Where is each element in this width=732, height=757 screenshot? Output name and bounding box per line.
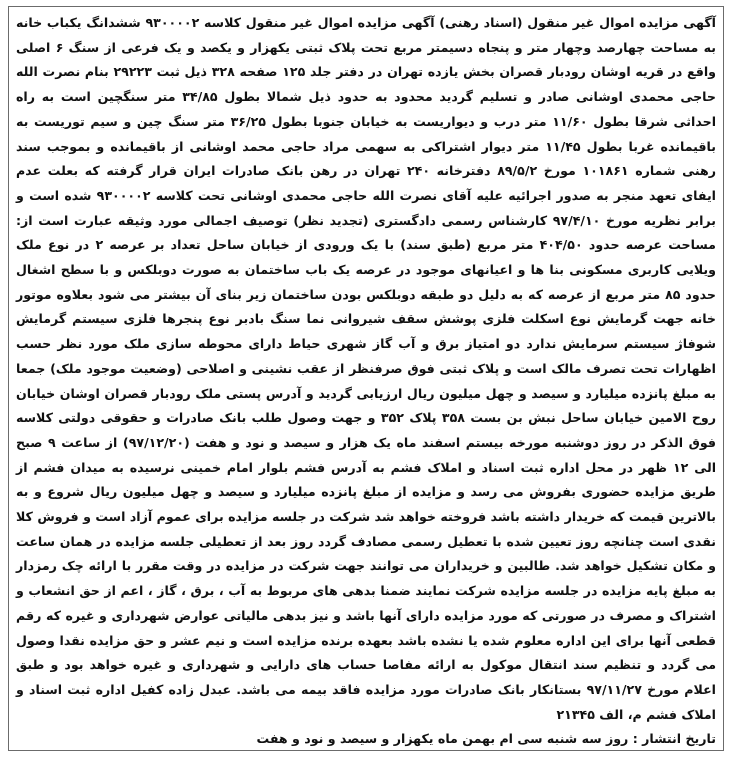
publication-date-line: تاریخ انتشار : روز سه شنبه سی ام بهمن ماه یکهزار و سیصد و نود و هفت bbox=[256, 731, 716, 747]
auction-notice bbox=[8, 6, 724, 751]
notice-body-text: آگهی مزایده اموال غیر منقول (اسناد رهنی) آگهی مزایده اموال غیر منقول کلاسه ۹۳۰۰۰۰۲ ششدانگ یکباب خانه به مساحت چهارصد وچهار متر و پنجاه دسیمتر مربع تحت پلاک ثبتی یکهزار و یکصد و یک فرعی از سنگ ۶ اصلی واقع در قریه اوشان رودبار قصران بخش یازده تهران در دفتر جلد ۱۲۵ صفحه ۳۲۸ ذیل ثبت ۲۹۲۲۳ بنام نصرت الله حاجی محمدی اوشانی صادر و تسلیم گردید محدود به حدود ذیل شمالا بطول ۳۴/۸۵ متر سنگچین است به راه احداثی شرقا بطول ۱۱/۶۰ متر درب و دیواریست به خیابان جنوبا بطول ۳۶/۲۵ متر سنگ چین و سیم توریست به باقیمانده غربا بطول ۱۱/۴۵ متر دیوار اشتراکی به سهمی مراد حاجی محمد اوشانی از باقیمانده و بموجب سند رهنی شماره ۱۰۱۸۶۱ مورخ ۸۹/۵/۲ دفترخانه ۲۴۰ تهران در رهن بانک صادرات ایران قرار گرفته که بعلت عدم ایفای تعهد منجر به صدور اجرائیه علیه آقای نصرت الله حاجی محمدی اوشانی تحت کلاسه ۹۳۰۰۰۰۲ شده است و برابر نظریه مورخ ۹۷/۴/۱۰ کارشناس رسمی دادگستری (تجدید نظر) توصیف اجمالی مورد وثیقه عبارت است از: مساحت عرصه حدود ۴۰۴/۵۰ متر مربع (طبق سند) با یک ورودی از خیابان ساحل تعداد بر عرصه ۲ در نوع ملک ویلایی کاربری مسکونی بنا ها و اعیانهای موجود در عرصه یک باب ساختمان به صورت دوبلکس و با سطح اشغال حدود ۸۵ متر مربع از عرصه که به دلیل دو طبقه دوبلکس بودن ساختمان زیر بنای آن بیشتر می شود بعلاوه موتور خانه جهت گرمایش نوع اسکلت فلزی پوشش سقف شیروانی نما سنگ بادبر نوع پنجرها فلزی سیستم گرمایش شوفاژ سیستم سرمایش ندارد دو امتیاز برق و آب گاز شهری حیاط دارای محوطه سازی ملک مورد نظر حسب اظهارات تحت تصرف مالک است و پلاک ثبتی فوق صرفنظر از عقب نشینی و اصلاحی (وضعیت موجود ملک) جمعا به مبلغ پانزده میلیارد و سیصد و چهل میلیون ریال ارزیابی گردید و آدرس پستی ملک رودبار قصران اوشان خیابان روح الامین خیابان ساحل نبش بن بست ۳۵۸ پلاک ۳۵۲ و جهت وصول طلب بانک صادرات و حقوقی دولتی کلاسه فوق الذکر در روز دوشنبه مورخه بیستم اسفند ماه یک هزار و سیصد و نود و هفت (۹۷/۱۲/۲۰) از ساعت ۹ صبح الی ۱۲ ظهر در محل اداره ثبت اسناد و املاک فشم به آدرس فشم بلوار امام خمینی نرسیده به میدان فشم از طریق مزایده حضوری بفروش می رسد و مزایده از مبلغ پانزده میلیارد و سیصد و چهل میلیون ریال شروع و به بالاترین قیمت که خریدار داشته باشد فروخته خواهد شد شرکت در جلسه مزایده برای عموم آزاد است و فروش کلا نقدی است چنانچه روز تعیین شده با تعطیل رسمی مصادف گردد روز بعد از تعطیلی جلسه مزایده در همان ساعت و مکان تشکیل خواهد شد. طالبین و خریداران می توانند جهت شرکت در مزایده در وقت مقرر با ارائه چک رمزدار به مبلغ پایه مزایده در جلسه مزایده شرکت نمایند ضمنا بدهی های مربوط به آب ، برق ، گاز ، اعم از حق انشعاب و اشتراک و مصرف در صورتی که مورد مزایده دارای آنها باشد و نیز بدهی مالیاتی عوارض شهرداری و غیره که رقم قطعی آنها برای این اداره معلوم شده یا نشده باشد بعهده برنده مزایده است و نیم عشر و حق مزایده نقدا وصول می گردد و تنظیم سند انتقال موکول به ارائه مفاصا حساب های دارایی و شهرداری و غیره خواهد بود و طبق اعلام مورخ ۹۷/۱۱/۲۷ بستانکار بانک صادرات مورد مزایده فاقد بیمه می باشد. عبدل زاده کفیل اداره ثبت اسناد و املاک فشم م، الف ۲۱۳۴۵ bbox=[16, 15, 717, 722]
